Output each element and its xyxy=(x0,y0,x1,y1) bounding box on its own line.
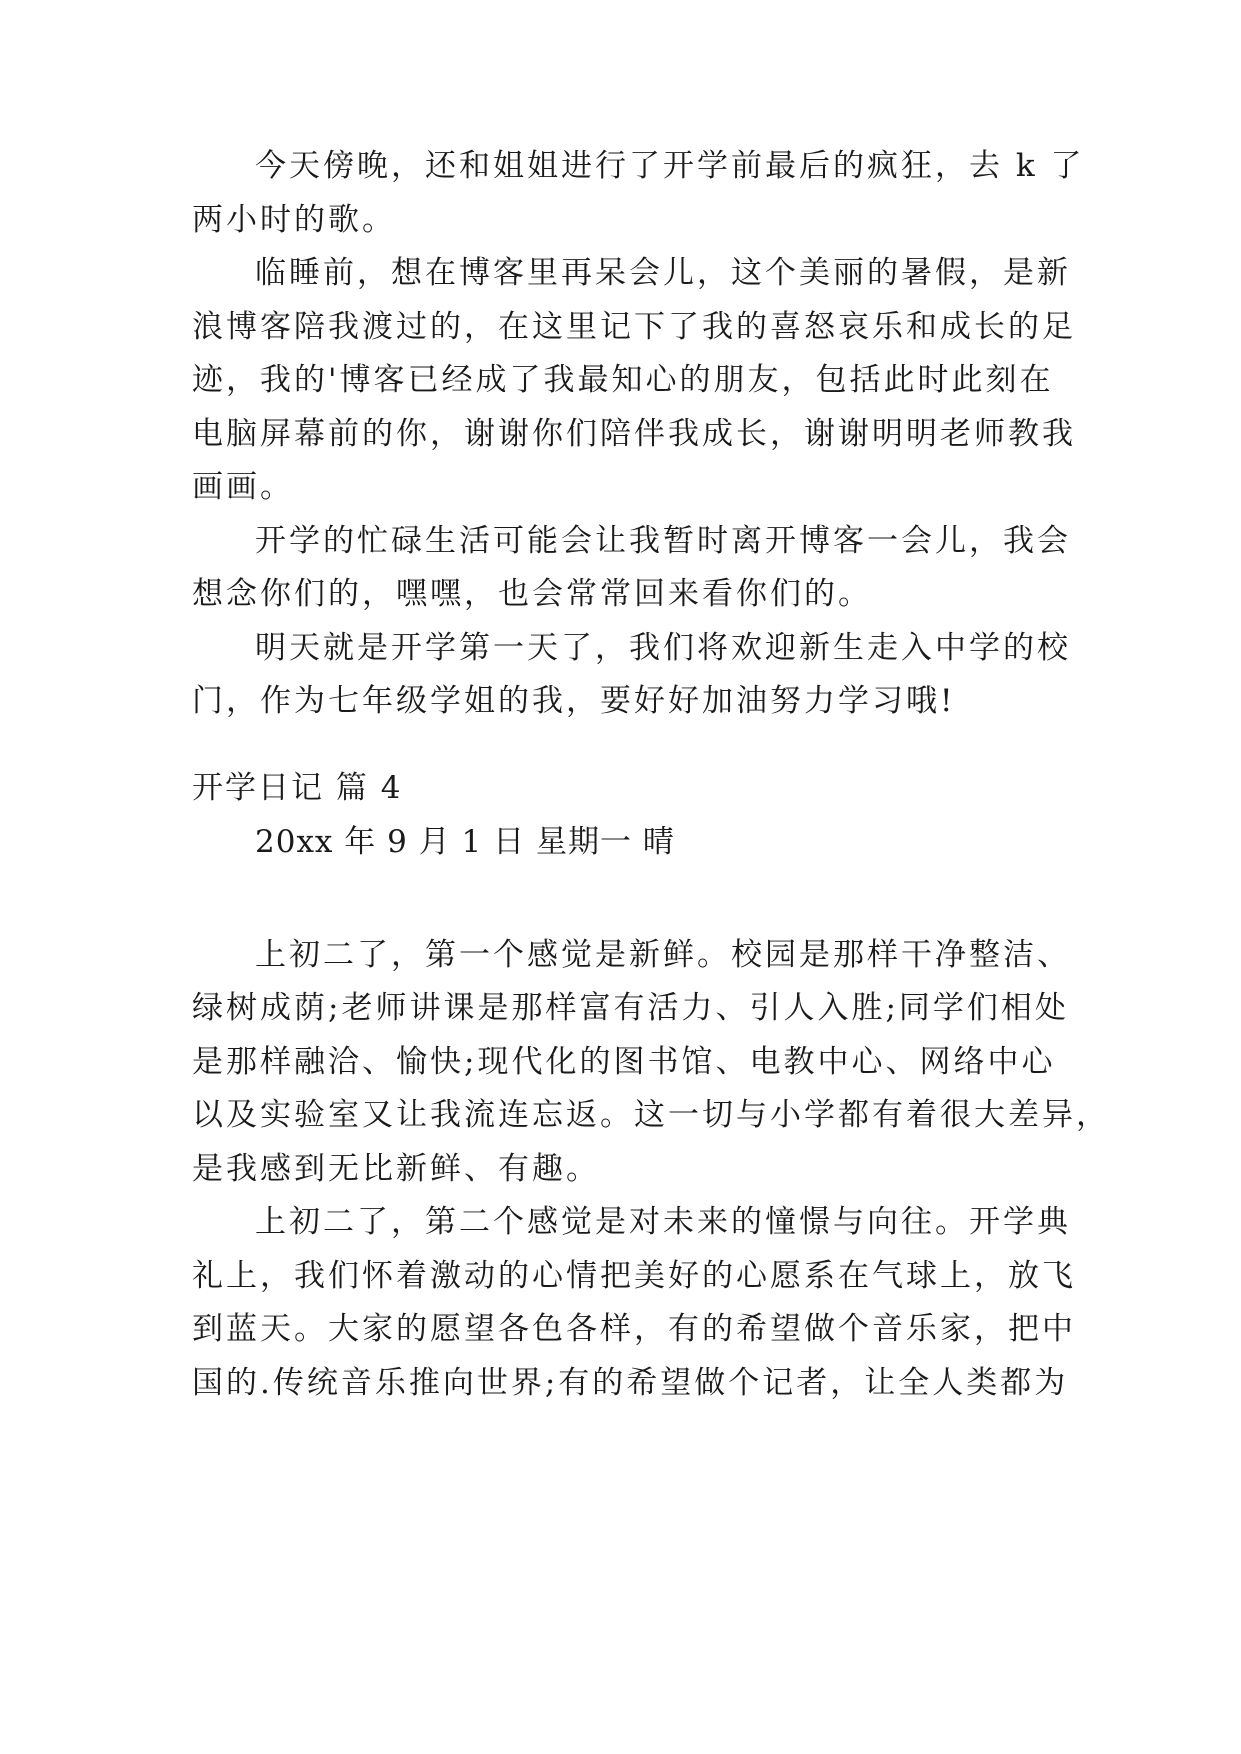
paragraph-line: 上初二了，第一个感觉是新鲜。校园是那样干净整洁、 xyxy=(255,937,1071,973)
paragraph-line: 绿树成荫;老师讲课是那样富有活力、引人入胜;同学们相处 xyxy=(192,990,1069,1026)
paragraph-line: 浪博客陪我渡过的，在这里记下了我的喜怒哀乐和成长的足 xyxy=(192,309,1076,345)
paragraph-line: 临睡前，想在博客里再呆会儿，这个美丽的暑假，是新 xyxy=(255,255,1071,291)
paragraph-line: 到蓝天。大家的愿望各色各样，有的希望做个音乐家，把中 xyxy=(192,1311,1076,1347)
paragraph-line: 今天傍晚，还和姐姐进行了开学前最后的疯狂，去 k 了 xyxy=(255,148,1085,184)
paragraph-line: 是我感到无比新鲜、有趣。 xyxy=(192,1151,600,1187)
section-heading: 开学日记 篇 4 xyxy=(192,770,403,806)
paragraph-line: 想念你们的，嘿嘿，也会常常回来看你们的。 xyxy=(192,576,872,612)
paragraph-line: 以及实验室又让我流连忘返。这一切与小学都有着很大差异， xyxy=(192,1097,1110,1133)
paragraph-line: 上初二了，第二个感觉是对未来的憧憬与向往。开学典 xyxy=(255,1204,1071,1240)
paragraph-line: 明天就是开学第一天了，我们将欢迎新生走入中学的校 xyxy=(255,630,1071,666)
paragraph-line: 国的.传统音乐推向世界;有的希望做个记者，让全人类都为 xyxy=(192,1365,1069,1401)
paragraph-line: 电脑屏幕前的你，谢谢你们陪伴我成长，谢谢明明老师教我 xyxy=(192,416,1076,452)
paragraph-line: 迹，我的'博客已经成了我最知心的朋友，包括此时此刻在 xyxy=(192,362,1054,398)
paragraph-line: 两小时的歌。 xyxy=(192,202,396,238)
paragraph-line: 开学的忙碌生活可能会让我暂时离开博客一会儿，我会 xyxy=(255,523,1071,559)
date-line: 20xx 年 9 月 1 日 星期一 晴 xyxy=(255,824,675,860)
paragraph-line: 画画。 xyxy=(192,469,294,505)
paragraph-line: 礼上，我们怀着激动的心情把美好的心愿系在气球上，放飞 xyxy=(192,1258,1076,1294)
paragraph-line: 是那样融洽、愉快;现代化的图书馆、电教中心、网络中心 xyxy=(192,1044,1056,1080)
paragraph-line: 门，作为七年级学姐的我，要好好加油努力学习哦! xyxy=(192,683,956,719)
